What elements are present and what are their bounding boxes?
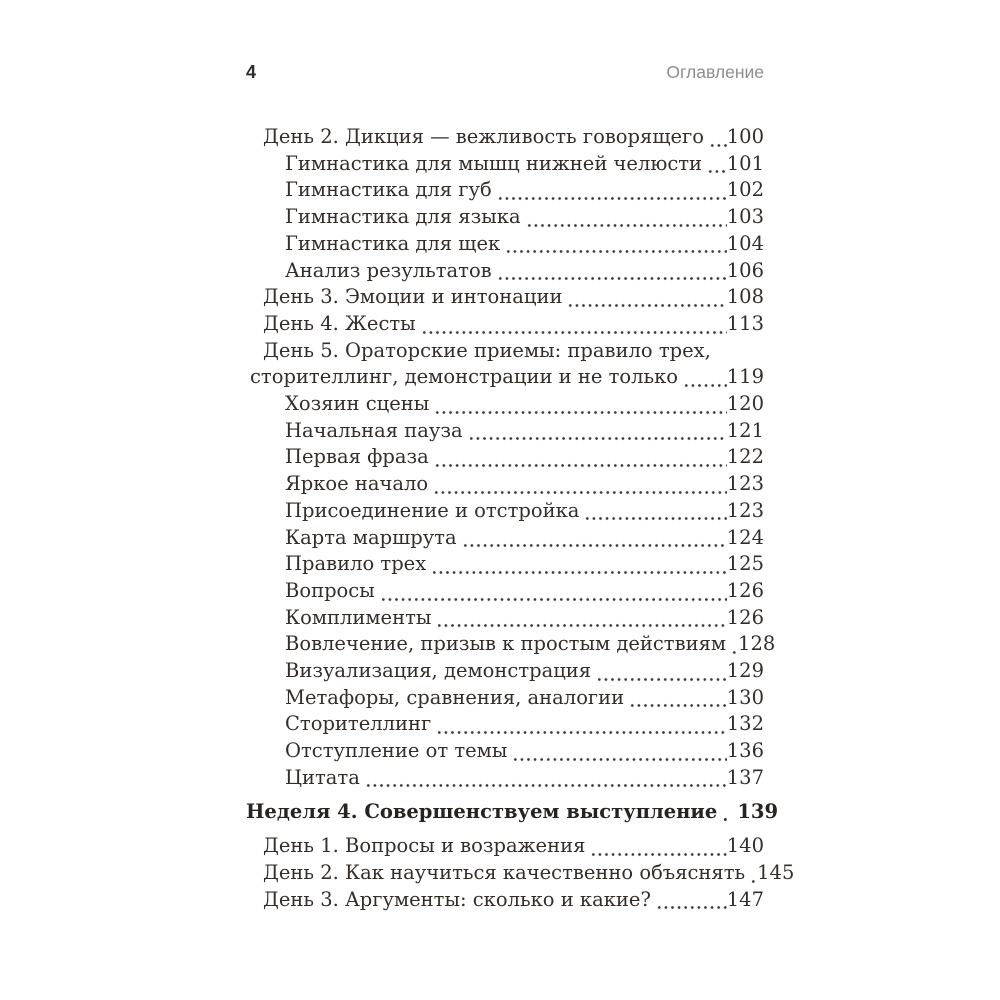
toc-entry-title: Комплименты — [285, 605, 432, 629]
running-head — [246, 62, 764, 83]
toc-page-number: 130 — [726, 685, 764, 709]
dot-leader — [589, 833, 726, 860]
toc-entry-title: Правило трех — [285, 552, 427, 576]
dot-leader — [595, 658, 727, 685]
toc-entry-title: Вовлечение, призыв к простым действиям — [285, 632, 727, 656]
toc-row — [246, 738, 764, 765]
toc-row — [246, 471, 764, 498]
toc-page-number: 120 — [726, 392, 764, 416]
dot-leader — [730, 631, 738, 658]
toc-page-number: 108 — [726, 285, 764, 309]
dot-leader — [708, 124, 727, 151]
toc-page-number: 103 — [726, 205, 764, 229]
toc-page-number: 101 — [726, 151, 764, 175]
dot-leader — [682, 364, 727, 391]
toc-page-number: 119 — [726, 365, 764, 389]
toc-row — [246, 833, 764, 860]
dot-leader — [706, 151, 727, 178]
toc-entry-title: Гимнастика для языка — [285, 205, 521, 229]
dot-leader — [379, 578, 727, 605]
toc-page-number: 140 — [726, 834, 764, 858]
toc-row — [246, 765, 764, 792]
toc-page-number: 102 — [726, 178, 764, 202]
toc-row — [246, 151, 764, 178]
toc-page-number: 123 — [726, 498, 764, 522]
dot-leader — [461, 525, 727, 552]
toc-entry-title: Цитата — [285, 765, 360, 789]
dot-leader — [432, 471, 727, 498]
toc-row — [246, 258, 764, 285]
dot-leader — [655, 887, 727, 914]
toc-page-number: 147 — [726, 887, 764, 911]
toc-row — [246, 711, 764, 738]
toc-page-number: 126 — [726, 578, 764, 602]
running-head-title: Оглавление — [666, 62, 764, 82]
toc-entry-title: сторителлинг, демонстрации и не только — [250, 365, 679, 389]
toc-entry-title: Визуализация, демонстрация — [285, 659, 592, 683]
toc-page-number: 113 — [726, 311, 764, 335]
dot-leader — [566, 284, 726, 311]
toc-page-number: 139 — [737, 799, 779, 823]
toc-entry-title: День 2. Как научиться качественно объяснять — [263, 860, 746, 884]
toc-entry-title: Начальная пауза — [285, 418, 463, 442]
toc-page-number: 100 — [726, 125, 764, 148]
toc-page-number: 122 — [726, 445, 764, 469]
dot-leader — [496, 177, 727, 204]
toc-entry-title: День 2. Дикция — вежливость говорящего — [263, 125, 704, 148]
dot-leader — [433, 444, 727, 471]
toc-row — [246, 177, 764, 204]
toc-page-number: 106 — [726, 258, 764, 282]
dot-leader — [504, 231, 727, 258]
toc-page-number: 129 — [726, 659, 764, 683]
toc-row — [246, 799, 779, 826]
toc-entry-title: Отступление от темы — [285, 739, 508, 763]
toc-entry-title: День 1. Вопросы и возражения — [263, 834, 586, 858]
toc-row — [246, 887, 764, 914]
toc-row — [246, 860, 795, 887]
toc-list — [246, 124, 795, 913]
dot-leader — [435, 605, 726, 632]
dot-leader — [583, 498, 726, 525]
toc-row — [246, 578, 764, 605]
toc-entry-title: Метафоры, сравнения, аналогии — [285, 685, 625, 709]
toc-entry-title: Гимнастика для щек — [285, 231, 501, 255]
dot-leader — [420, 311, 727, 338]
dot-leader — [496, 258, 727, 285]
toc-page-number: 126 — [726, 605, 764, 629]
toc-row — [246, 284, 764, 311]
toc-entry-title: Сторителлинг — [285, 712, 432, 736]
toc-entry-title: Неделя 4. Совершенствуем выступление — [246, 799, 718, 823]
toc-entry-title: День 3. Эмоции и интонации — [263, 285, 563, 309]
toc-row — [246, 338, 764, 365]
toc-row — [246, 658, 764, 685]
toc-entry-title: День 5. Ораторские приемы: правило трех, — [263, 338, 711, 362]
toc-entry-title: Присоединение и отстройка — [285, 498, 580, 522]
toc-row — [246, 391, 764, 418]
dot-leader — [435, 711, 727, 738]
toc-row — [246, 631, 776, 658]
toc-row — [246, 418, 764, 445]
toc-page-number: 124 — [726, 525, 764, 549]
toc-page-number: 145 — [757, 860, 795, 884]
toc-row — [246, 685, 764, 712]
toc-page-number: 104 — [726, 231, 764, 255]
toc-row — [246, 551, 764, 578]
dot-leader — [364, 765, 727, 792]
toc-page-number: 137 — [726, 765, 764, 789]
dot-leader — [430, 551, 727, 578]
toc-entry-title: Гимнастика для губ — [285, 178, 492, 202]
toc-entry-title: Вопросы — [285, 578, 375, 602]
dot-leader — [467, 418, 727, 445]
toc-page-number: 128 — [738, 632, 776, 656]
toc-row — [246, 231, 764, 258]
dot-leader — [749, 860, 757, 887]
toc-row — [246, 204, 764, 231]
dot-leader — [433, 391, 726, 418]
toc-entry-title: Карта маршрута — [285, 525, 457, 549]
toc-page-number: 125 — [726, 552, 764, 576]
dot-leader — [721, 799, 729, 826]
toc-row — [246, 525, 764, 552]
toc-row — [246, 498, 764, 525]
toc-page-number: 121 — [726, 418, 764, 442]
dot-leader — [511, 738, 726, 765]
toc-entry-title: Хозяин сцены — [285, 392, 430, 416]
dot-leader — [628, 685, 727, 712]
toc-entry-title: Яркое начало — [285, 472, 429, 496]
toc-entry-title: День 4. Жесты — [263, 311, 416, 335]
toc-row — [246, 124, 764, 151]
toc-entry-title: Гимнастика для мышц нижней челюсти — [285, 151, 703, 175]
toc-entry-title: День 3. Аргументы: сколько и какие? — [263, 887, 651, 911]
toc-page-number: 136 — [726, 739, 764, 763]
dot-leader — [525, 204, 727, 231]
toc-entry-title: Первая фраза — [285, 445, 429, 469]
toc-entry-title: Анализ результатов — [285, 258, 492, 282]
toc-page-number: 132 — [726, 712, 764, 736]
toc-row — [246, 364, 764, 391]
toc-page-number: 123 — [726, 472, 764, 496]
page-number: 4 — [246, 62, 257, 82]
toc-row — [246, 444, 764, 471]
toc-row — [246, 605, 764, 632]
toc-row — [246, 311, 764, 338]
